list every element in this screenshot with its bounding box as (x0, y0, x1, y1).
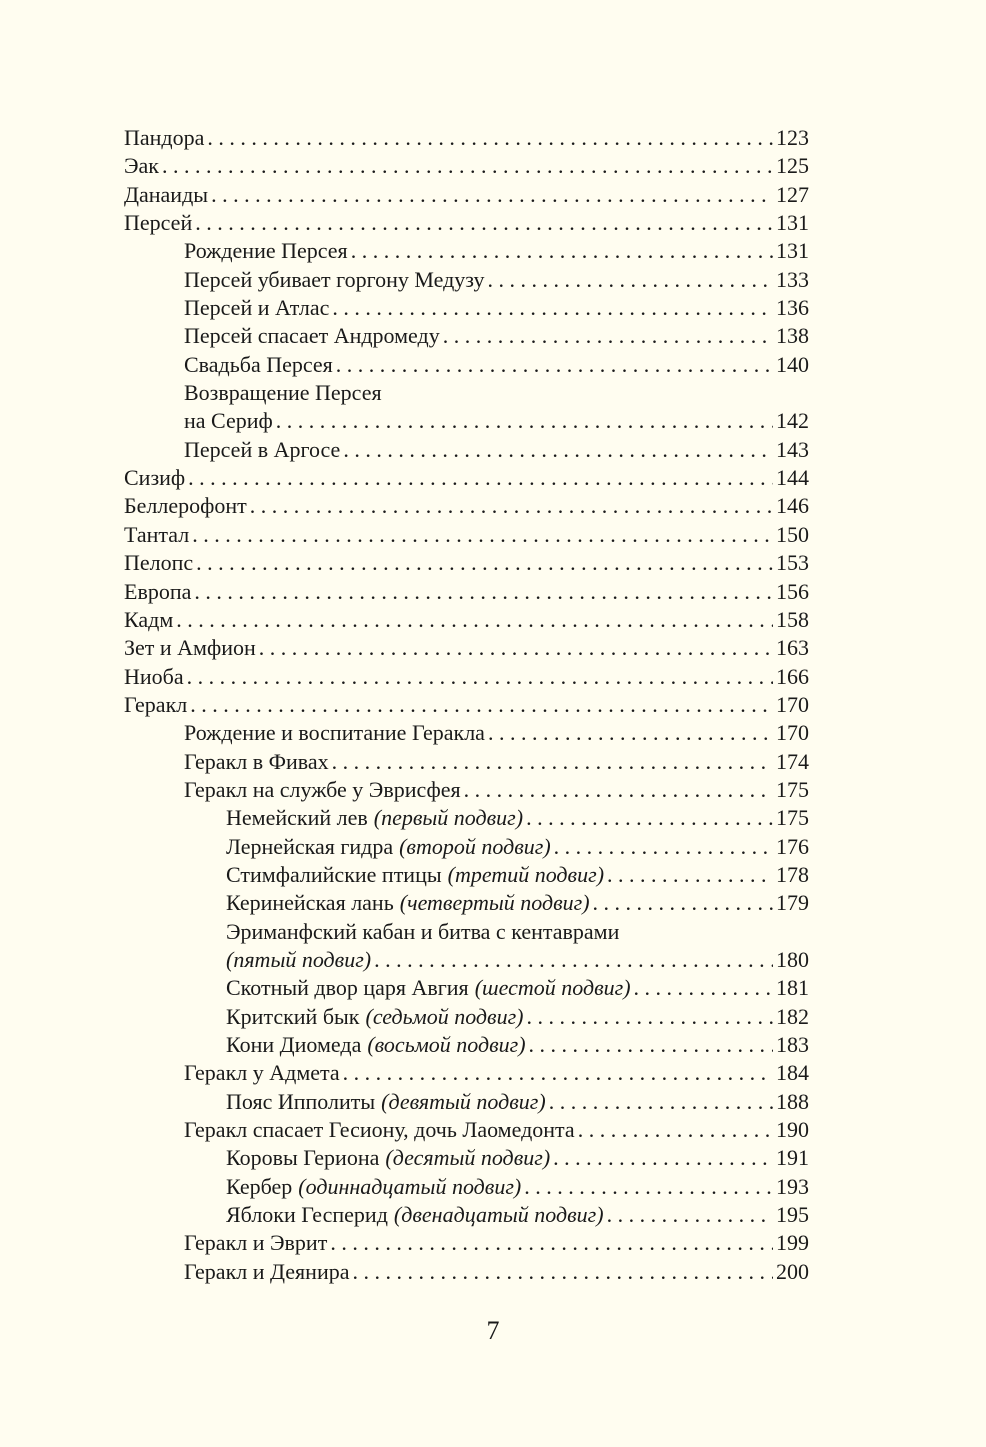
toc-entry-title: Возвращение Персея (184, 380, 382, 406)
toc-entry-page: 199 (776, 1230, 809, 1256)
toc-entry[interactable] (124, 691, 809, 719)
dot-leader (332, 748, 773, 776)
toc-entry[interactable] (124, 833, 809, 861)
toc-entry-note: (второй подвиг) (399, 833, 551, 859)
toc-entry-title: Персей убивает горгону Медузу (184, 266, 485, 292)
toc-entry[interactable] (124, 1144, 809, 1172)
toc-entry[interactable] (124, 1229, 809, 1257)
dot-leader (332, 294, 773, 322)
toc-entry-title: Геракл и Деянира (184, 1258, 350, 1284)
toc-entry-page: 144 (776, 465, 809, 491)
toc-entry[interactable] (124, 1059, 809, 1087)
toc-entry[interactable] (124, 606, 809, 634)
toc-entry[interactable] (124, 776, 809, 804)
toc-entry-note: (четвертый подвиг) (399, 890, 590, 916)
toc-entry-page: 200 (776, 1258, 809, 1284)
toc-entry-title: Зет и Амфион (124, 635, 256, 661)
toc-entry-page: 195 (776, 1202, 809, 1228)
toc-entry-title: Геракл у Адмета (184, 1060, 340, 1086)
toc-entry[interactable] (124, 1116, 809, 1144)
toc-entry-page: 131 (776, 210, 809, 236)
dot-leader (330, 1229, 773, 1257)
toc-entry[interactable] (124, 549, 809, 577)
dot-leader (187, 663, 773, 691)
toc-entry-note: (пятый подвиг) (226, 946, 372, 972)
toc-entry-page: 175 (776, 805, 809, 831)
dot-leader (464, 776, 773, 804)
toc-entry-page: 143 (776, 436, 809, 462)
toc-entry-title: Коровы Гериона (226, 1145, 380, 1171)
toc-entry-page: 181 (776, 975, 809, 1001)
dot-leader (527, 1003, 774, 1031)
toc-entry-note: (девятый подвиг) (381, 1088, 546, 1114)
toc-entry[interactable] (124, 1258, 809, 1286)
toc-entry-title: Европа (124, 578, 192, 604)
toc-entry-page: 183 (776, 1032, 809, 1057)
toc-entry-page: 184 (776, 1060, 809, 1086)
toc-entry[interactable] (124, 237, 809, 265)
toc-entry-page: 127 (776, 181, 809, 207)
toc-entry-page: 170 (776, 691, 809, 717)
toc-entry[interactable] (124, 974, 809, 1002)
toc-entry-note: (седьмой подвиг) (365, 1003, 524, 1029)
toc-entry-page: 174 (776, 748, 809, 774)
toc-entry-title: Пандора (124, 125, 205, 150)
toc-entry[interactable] (124, 1173, 809, 1201)
toc-entry-page: 146 (776, 493, 809, 519)
toc-entry-title: Кадм (124, 606, 174, 632)
toc-entry-page: 179 (776, 890, 809, 916)
toc-entry[interactable] (124, 1031, 809, 1059)
toc-entry[interactable] (124, 351, 809, 379)
dot-leader (352, 1258, 773, 1286)
toc-entry[interactable] (124, 719, 809, 747)
toc-entry-page: 142 (776, 408, 809, 434)
toc-entry-page: 156 (776, 578, 809, 604)
toc-entry[interactable] (124, 322, 809, 350)
toc-entry-page: 163 (776, 635, 809, 661)
toc-entry[interactable] (124, 889, 809, 917)
dot-leader (553, 1144, 773, 1172)
toc-entry-page: 138 (776, 323, 809, 349)
dot-leader (524, 1173, 773, 1201)
dot-leader (554, 833, 773, 861)
toc-entry-page: 178 (776, 861, 809, 887)
toc-entry-title: Геракл в Фивах (184, 748, 329, 774)
toc-entry[interactable] (124, 861, 809, 889)
toc-entry-page: 182 (776, 1003, 809, 1029)
dot-leader (593, 889, 773, 917)
dot-leader (374, 946, 773, 974)
toc-entry[interactable] (124, 1201, 809, 1229)
toc-entry-title: Персей (124, 210, 193, 236)
toc-entry-page: 123 (776, 125, 809, 150)
toc-entry-page: 158 (776, 606, 809, 632)
toc-entry-title: Геракл и Эврит (184, 1230, 328, 1256)
toc-entry[interactable] (124, 521, 809, 549)
toc-entry[interactable] (124, 946, 809, 974)
toc-entry[interactable] (124, 578, 809, 606)
toc-entry-note: (третий подвиг) (447, 861, 605, 887)
toc-entry-title: Тантал (124, 521, 190, 547)
dot-leader (336, 351, 773, 379)
toc-entry[interactable] (124, 464, 809, 492)
toc-entry-page: 176 (776, 833, 809, 859)
toc-entry-title: Яблоки Гесперид (226, 1202, 388, 1228)
dot-leader (343, 436, 773, 464)
dot-leader (196, 549, 773, 577)
toc-entry-note: (восьмой подвиг) (367, 1032, 526, 1057)
toc-entry-title: Геракл на службе у Эврисфея (184, 776, 461, 802)
toc-entry-page: 140 (776, 351, 809, 377)
dot-leader (188, 464, 773, 492)
dot-leader (190, 691, 773, 719)
toc-entry-title: Эриманфский кабан и битва с кентаврами (226, 918, 620, 944)
dot-leader (276, 407, 773, 435)
toc-entry[interactable] (124, 436, 809, 464)
toc-entry[interactable] (124, 804, 809, 832)
toc-entry-title: Скотный двор царя Авгия (226, 975, 469, 1001)
toc-entry-title: Керинейская лань (226, 890, 394, 916)
dot-leader (607, 861, 773, 889)
toc-entry-page: 193 (776, 1173, 809, 1199)
dot-leader (549, 1088, 773, 1116)
toc-entry[interactable] (124, 152, 809, 180)
toc-entry-title: Рождение и воспитание Геракла (184, 720, 485, 746)
toc-entry-note: (десятый подвиг) (385, 1145, 551, 1171)
toc-entry-title: Геракл (124, 691, 188, 717)
dot-leader (192, 521, 773, 549)
dot-leader (195, 209, 773, 237)
toc-entry-page: 133 (776, 266, 809, 292)
toc-entry-page: 180 (776, 946, 809, 972)
toc-entry[interactable] (124, 266, 809, 294)
toc-entry[interactable] (124, 492, 809, 520)
toc-entry-page: 131 (776, 238, 809, 264)
toc-entry-note: (двенадцатый подвиг) (393, 1202, 604, 1228)
dot-leader (207, 124, 773, 152)
toc-entry-title: Пояс Ипполиты (226, 1088, 376, 1114)
dot-leader (607, 1201, 773, 1229)
toc-entry-page: 188 (776, 1088, 809, 1114)
dot-leader (529, 1031, 773, 1059)
toc-entry[interactable] (124, 209, 809, 237)
toc-entry-title: Геракл спасает Гесиону, дочь Лаомедонта (184, 1117, 575, 1143)
dot-leader (351, 237, 773, 265)
toc-entry-title: Беллерофонт (124, 493, 247, 519)
toc-entry-title: Эак (124, 153, 159, 179)
toc-entry-title: Лернейская гидра (226, 833, 394, 859)
toc-entry-line (124, 918, 809, 946)
toc-entry-note: (одиннадцатый подвиг) (298, 1173, 522, 1199)
dot-leader (176, 606, 773, 634)
dot-leader (343, 1059, 773, 1087)
toc-entry-page: 153 (776, 550, 809, 576)
dot-leader (250, 492, 773, 520)
toc-entry-title: Персей спасает Андромеду (184, 323, 440, 349)
toc-entry-title: Персей и Атлас (184, 295, 330, 321)
toc-entry-title: Данаиды (124, 181, 209, 207)
dot-leader (162, 152, 773, 180)
dot-leader (211, 181, 773, 209)
toc-entry-page: 190 (776, 1117, 809, 1143)
dot-leader (488, 266, 773, 294)
toc-entry-title: Кербер (226, 1173, 293, 1199)
toc-entry-title: Кони Диомеда (226, 1032, 362, 1057)
toc-entry-note: (первый подвиг) (373, 805, 524, 831)
toc-entry-note: (шестой подвиг) (474, 975, 631, 1001)
toc-entry-title: Свадьба Персея (184, 351, 333, 377)
toc-entry[interactable] (124, 181, 809, 209)
toc-entry-title: Рождение Персея (184, 238, 348, 264)
toc-entry[interactable] (124, 1088, 809, 1116)
toc-entry[interactable] (124, 124, 809, 152)
toc-entry-title: на Сериф (184, 408, 273, 434)
toc-entry[interactable] (124, 634, 809, 662)
toc-entry[interactable] (124, 1003, 809, 1031)
toc-entry-page: 166 (776, 663, 809, 689)
toc-entry-title: Сизиф (124, 465, 186, 491)
toc-entry-page: 175 (776, 776, 809, 802)
toc-entry-title: Критский бык (226, 1003, 360, 1029)
dot-leader (634, 974, 773, 1002)
toc-entry-title: Персей в Аргосе (184, 436, 341, 462)
toc-entry[interactable] (124, 663, 809, 691)
toc-entry-page: 136 (776, 295, 809, 321)
toc-entry-title: Стимфалийские птицы (226, 861, 442, 887)
dot-leader (259, 634, 773, 662)
toc-entry[interactable] (124, 748, 809, 776)
table-of-contents (124, 124, 809, 1286)
toc-entry-title: Ниоба (124, 663, 184, 689)
toc-entry-title: Пелопс (124, 550, 194, 576)
dot-leader (194, 578, 773, 606)
dot-leader (488, 719, 773, 747)
toc-entry-page: 125 (776, 153, 809, 179)
dot-leader (578, 1116, 773, 1144)
toc-entry-page: 191 (776, 1145, 809, 1171)
dot-leader (526, 804, 773, 832)
toc-entry-page: 170 (776, 720, 809, 746)
page-number: 7 (486, 1316, 500, 1345)
toc-entry[interactable] (124, 407, 809, 435)
toc-entry-page: 150 (776, 521, 809, 547)
dot-leader (443, 322, 773, 350)
toc-entry[interactable] (124, 294, 809, 322)
toc-entry-line (124, 379, 809, 407)
toc-entry-title: Немейский лев (226, 805, 368, 831)
